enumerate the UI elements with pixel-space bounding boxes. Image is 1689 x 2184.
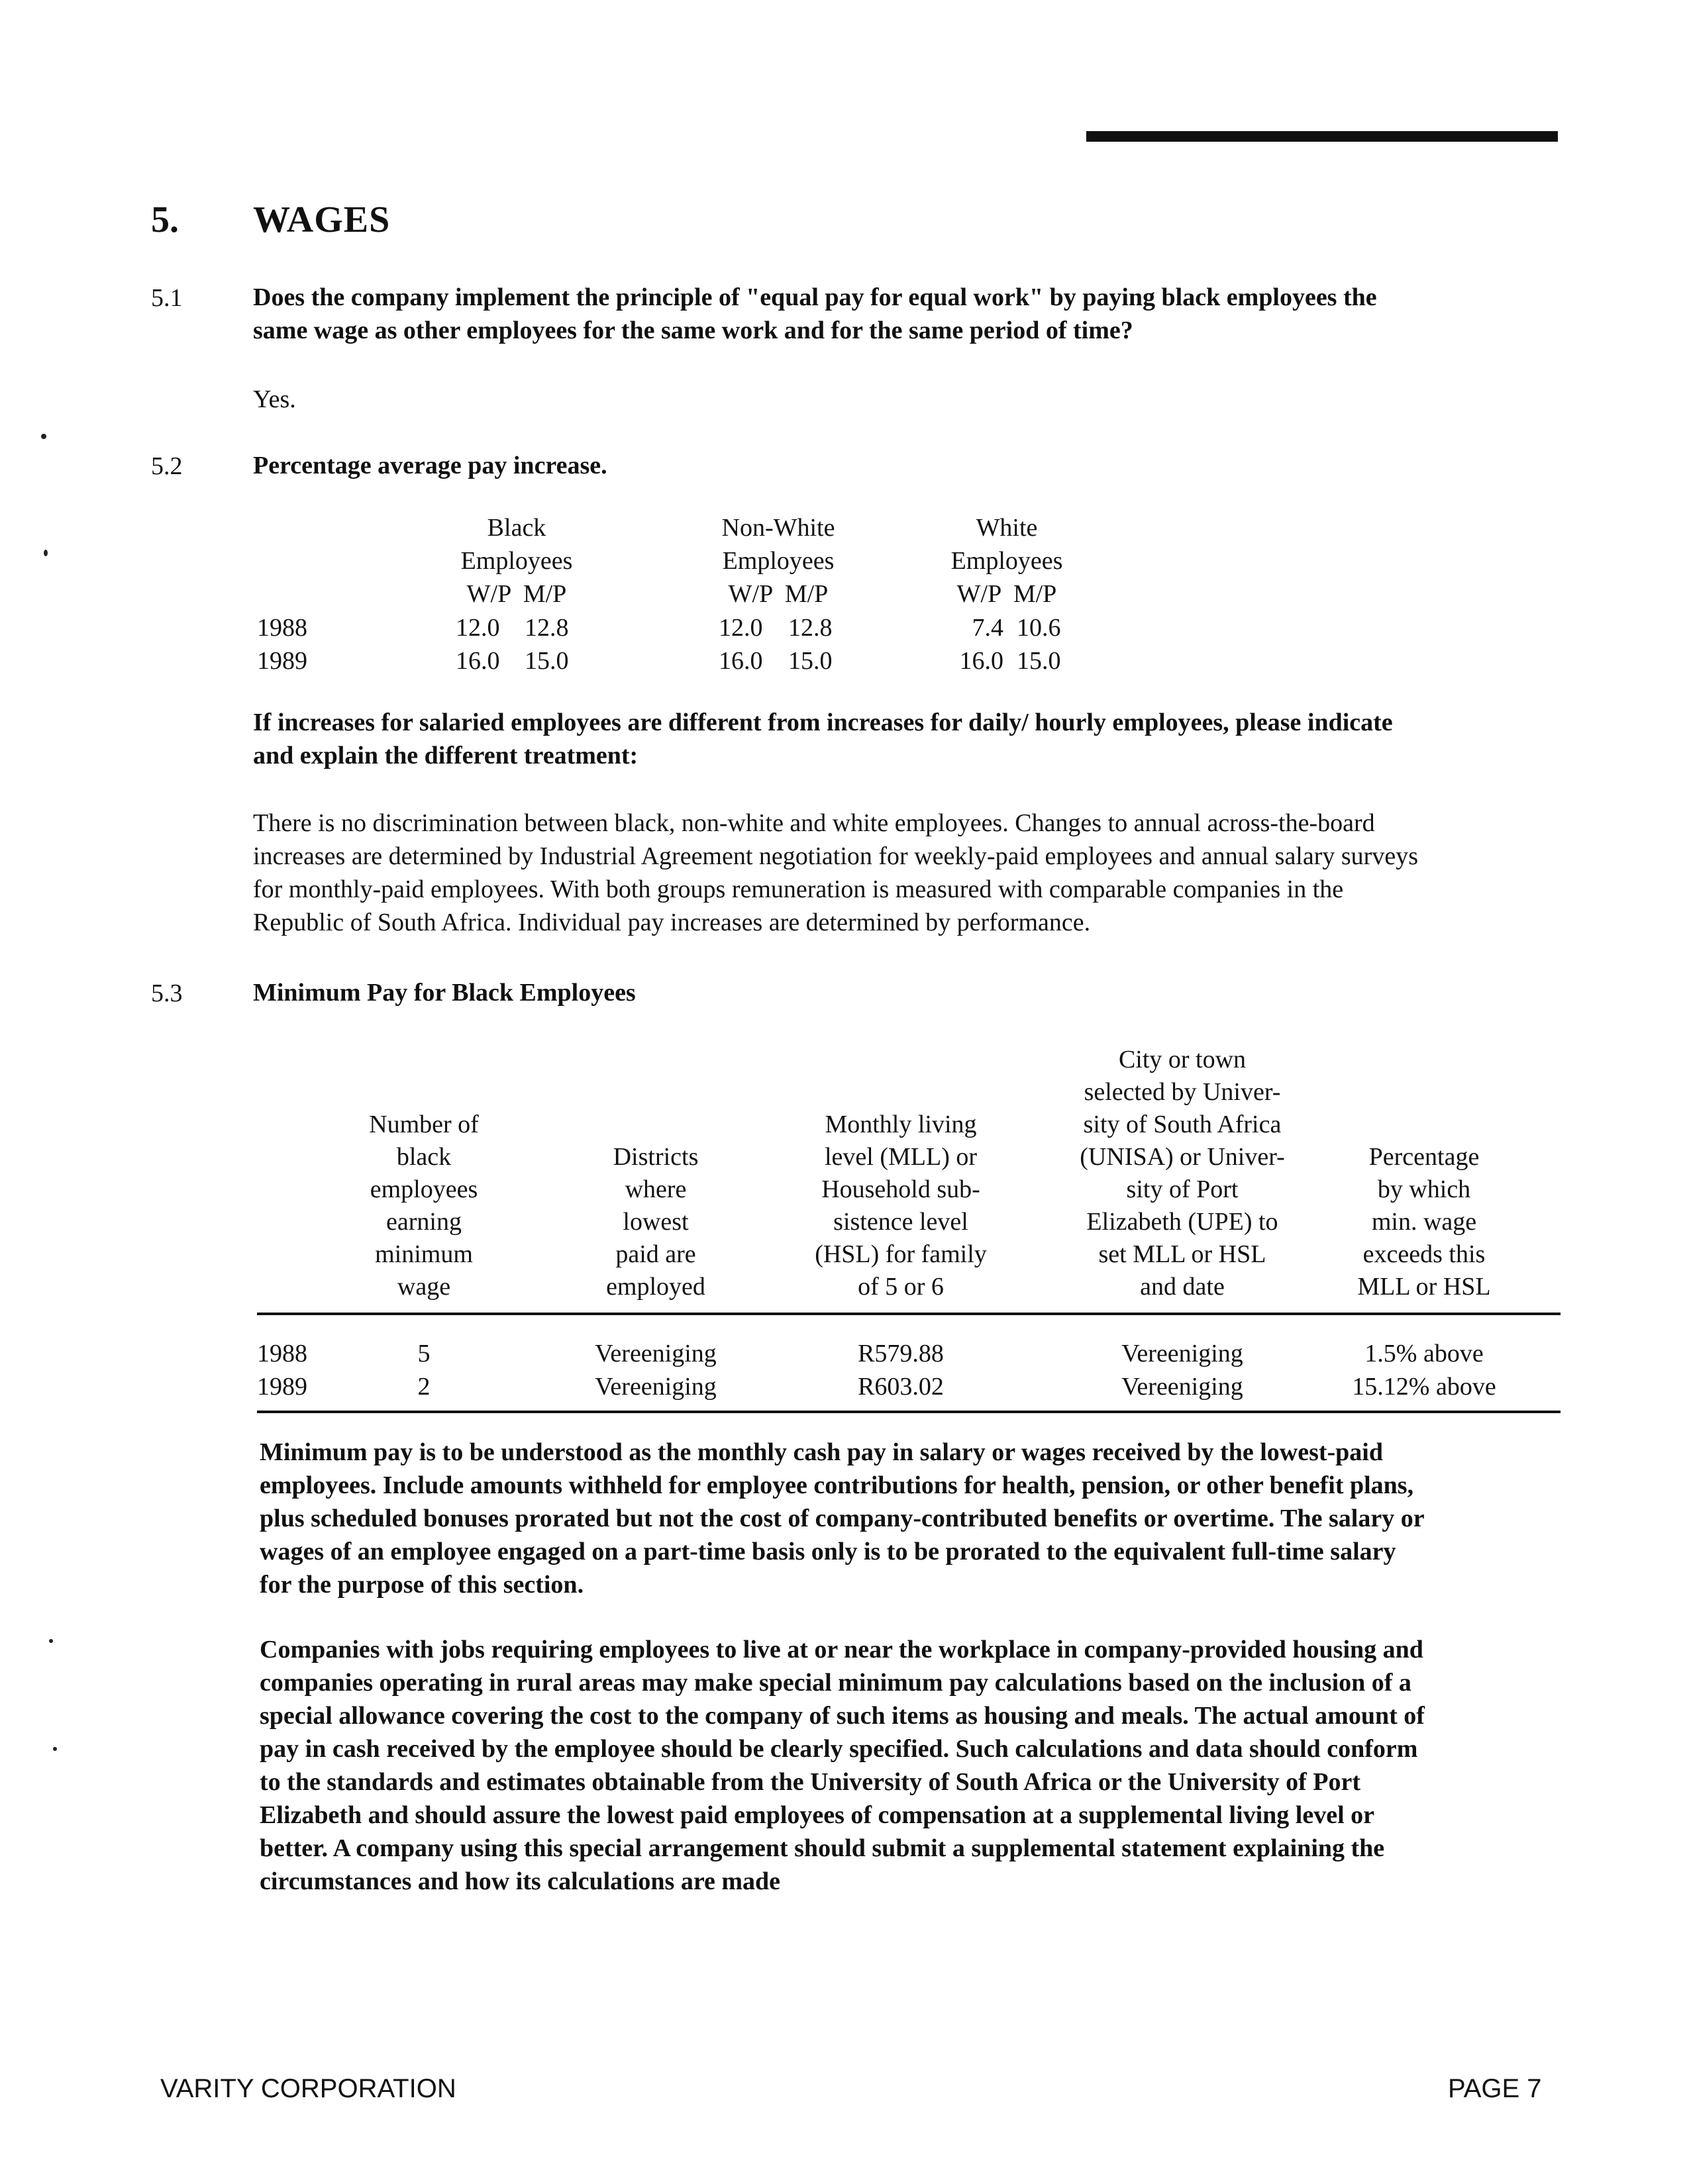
q52-cell: 12.0 [456, 614, 500, 642]
q53-cell-mll: R579.88 [858, 1340, 944, 1367]
margin-speck [53, 1747, 57, 1751]
note-line: plus scheduled bonuses prorated but not the cost of company-contributed benefits or overtime. The salary or [260, 1505, 1425, 1532]
q53-number: 5.3 [151, 979, 183, 1007]
q52-cell: 15.0 [788, 647, 833, 675]
q52-cell: 15.0 [525, 647, 569, 675]
header-line: City or town [1118, 1046, 1247, 1073]
q53-cell-pct: 15.12% above [1352, 1373, 1496, 1401]
q52-cell: 7.4 [972, 614, 1003, 642]
q52-answer-line: for monthly-paid employees. With both groups remuneration is measured with comparable companies in the [253, 875, 1344, 903]
header-line: Districts [613, 1143, 699, 1171]
note-line: better. A company using this special arrangement should submit a supplemental statement explaining the [260, 1834, 1385, 1862]
header-line: wage [397, 1273, 451, 1301]
note-line: employees. Include amounts withheld for employee contributions for health, pension, or other benefit plans, [260, 1471, 1414, 1499]
header-line: Monthly living [825, 1111, 977, 1138]
group-header-sub: W/P M/P [956, 580, 1057, 608]
header-line: (HSL) for family [815, 1240, 987, 1268]
q53-header-city [1033, 1044, 1331, 1303]
q52-group-header-black [450, 511, 583, 611]
q52-answer-line: There is no discrimination between black, non-white and white employees. Changes to annual across-the-board [253, 809, 1375, 837]
q53-cell-pct: 1.5% above [1364, 1340, 1484, 1367]
header-line: (UNISA) or Univer- [1080, 1143, 1285, 1171]
header-line: exceeds this [1362, 1240, 1486, 1268]
margin-speck [44, 550, 48, 556]
margin-speck [49, 1639, 53, 1643]
note-line: wages of an employee engaged on a part-time basis only is to be prorated to the equivalent full-time salary [260, 1538, 1396, 1565]
header-line: Elizabeth (UPE) to [1086, 1208, 1278, 1236]
footer-page-number: PAGE 7 [1448, 2074, 1542, 2103]
q52-row-year: 1988 [257, 614, 307, 642]
note-line: circumstances and how its calculations are made [260, 1867, 781, 1895]
header-line: paid are [615, 1240, 696, 1268]
q51-question-line: same wage as other employees for the same work and for the same period of time? [253, 317, 1133, 344]
q52-group-header-white [941, 511, 1073, 611]
header-line: Household sub- [821, 1175, 980, 1203]
header-line: set MLL or HSL [1098, 1240, 1266, 1268]
header-line: black [396, 1143, 452, 1171]
q53-cell-number: 5 [417, 1340, 431, 1367]
footer-company: VARITY CORPORATION [160, 2074, 456, 2103]
header-line: Number of [369, 1111, 479, 1138]
group-header-line: Employees [950, 547, 1063, 575]
q52-group-header-nonwhite [702, 511, 854, 611]
q52-cell: 12.8 [788, 614, 833, 642]
q53-title: Minimum Pay for Black Employees [253, 979, 636, 1007]
q53-cell-district: Vereeniging [595, 1373, 717, 1401]
q52-cell: 16.0 [719, 647, 763, 675]
group-header-line: Employees [460, 547, 573, 575]
q52-cell: 16.0 [456, 647, 500, 675]
note-line: Minimum pay is to be understood as the monthly cash pay in salary or wages received by the lowest-paid [260, 1438, 1383, 1466]
section-title: WAGES [253, 199, 391, 240]
note-line: to the standards and estimates obtainable from the University of South Africa or the University of Port [260, 1768, 1361, 1796]
q53-header-percentage [1318, 1141, 1530, 1303]
header-line: minimum [375, 1240, 473, 1268]
q53-bottom-rule [257, 1411, 1561, 1413]
q52-cell: 15.0 [1017, 647, 1061, 675]
header-line: min. wage [1371, 1208, 1477, 1236]
header-line: of 5 or 6 [858, 1273, 944, 1301]
q53-cell-mll: R603.02 [858, 1373, 944, 1401]
header-line: Percentage [1368, 1143, 1480, 1171]
header-line: level (MLL) or [824, 1143, 978, 1171]
q53-header-number [331, 1109, 517, 1303]
header-line: sity of Port [1126, 1175, 1239, 1203]
top-rule [1086, 131, 1558, 142]
header-line: selected by Univer- [1084, 1078, 1281, 1106]
group-header-sub: W/P M/P [466, 580, 567, 608]
note-line: Elizabeth and should assure the lowest paid employees of compensation at a supplemental living level or [260, 1801, 1375, 1829]
group-header-line: Non-White [721, 514, 835, 542]
q51-answer: Yes. [253, 385, 296, 413]
q53-cell-district: Vereeniging [595, 1340, 717, 1367]
margin-speck [41, 434, 46, 439]
note-line: Companies with jobs requiring employees to live at or near the workplace in company-provided housing and [260, 1636, 1423, 1663]
note-line: pay in cash received by the employee should be clearly specified. Such calculations and data should conform [260, 1735, 1418, 1763]
q52-cell: 12.8 [525, 614, 569, 642]
header-line: sity of South Africa [1083, 1111, 1282, 1138]
q52-answer [253, 807, 1591, 939]
header-line: employees [370, 1175, 478, 1203]
q53-row-year: 1988 [257, 1340, 307, 1367]
q52-prompt-line: and explain the different treatment: [253, 742, 639, 769]
group-header-line: Black [487, 514, 546, 542]
note-line: companies operating in rural areas may make special minimum pay calculations based on the inclusion of a [260, 1669, 1411, 1697]
q53-cell-city: Vereeniging [1121, 1373, 1243, 1401]
header-line: by which [1377, 1175, 1471, 1203]
q52-answer-line: Republic of South Africa. Individual pay increases are determined by performance. [253, 909, 1091, 936]
header-line: sistence level [833, 1208, 968, 1236]
q52-answer-line: increases are determined by Industrial Agreement negotiation for weekly-paid employees and annual salary surveys [253, 842, 1418, 870]
q53-row-year: 1989 [257, 1373, 307, 1401]
header-line: MLL or HSL [1357, 1273, 1491, 1301]
note-line: special allowance covering the cost to the company of such items as housing and meals. The actual amount of [260, 1702, 1425, 1730]
q51-question [253, 281, 1564, 347]
q52-cell: 10.6 [1017, 614, 1061, 642]
q51-number: 5.1 [151, 284, 183, 312]
q53-note-special-arrangement [260, 1633, 1591, 1898]
q52-number: 5.2 [151, 452, 183, 480]
q53-header-mll [778, 1109, 1023, 1303]
q52-cell: 12.0 [719, 614, 763, 642]
header-line: earning [386, 1208, 462, 1236]
q53-cell-number: 2 [417, 1373, 431, 1401]
q53-cell-city: Vereeniging [1121, 1340, 1243, 1367]
q52-row-year: 1989 [257, 647, 307, 675]
group-header-line: Employees [722, 547, 835, 575]
group-header-line: White [976, 514, 1038, 542]
header-line: and date [1140, 1273, 1225, 1301]
note-line: for the purpose of this section. [260, 1571, 584, 1599]
q52-prompt-line: If increases for salaried employees are different from increases for daily/ hourly employees, please indicate [253, 709, 1393, 736]
q53-header-districts [563, 1141, 748, 1303]
q53-note-minimum-pay [260, 1436, 1584, 1601]
header-line: employed [606, 1273, 705, 1301]
q52-title: Percentage average pay increase. [253, 452, 607, 479]
q52-prompt [253, 706, 1578, 772]
section-number: 5. [151, 199, 179, 240]
q52-cell: 16.0 [959, 647, 1003, 675]
q51-question-line: Does the company implement the principle of "equal pay for equal work" by paying black employees the [253, 283, 1377, 311]
q53-header-rule [257, 1313, 1561, 1315]
group-header-sub: W/P M/P [728, 580, 829, 608]
header-line: lowest [623, 1208, 689, 1236]
header-line: where [625, 1175, 687, 1203]
